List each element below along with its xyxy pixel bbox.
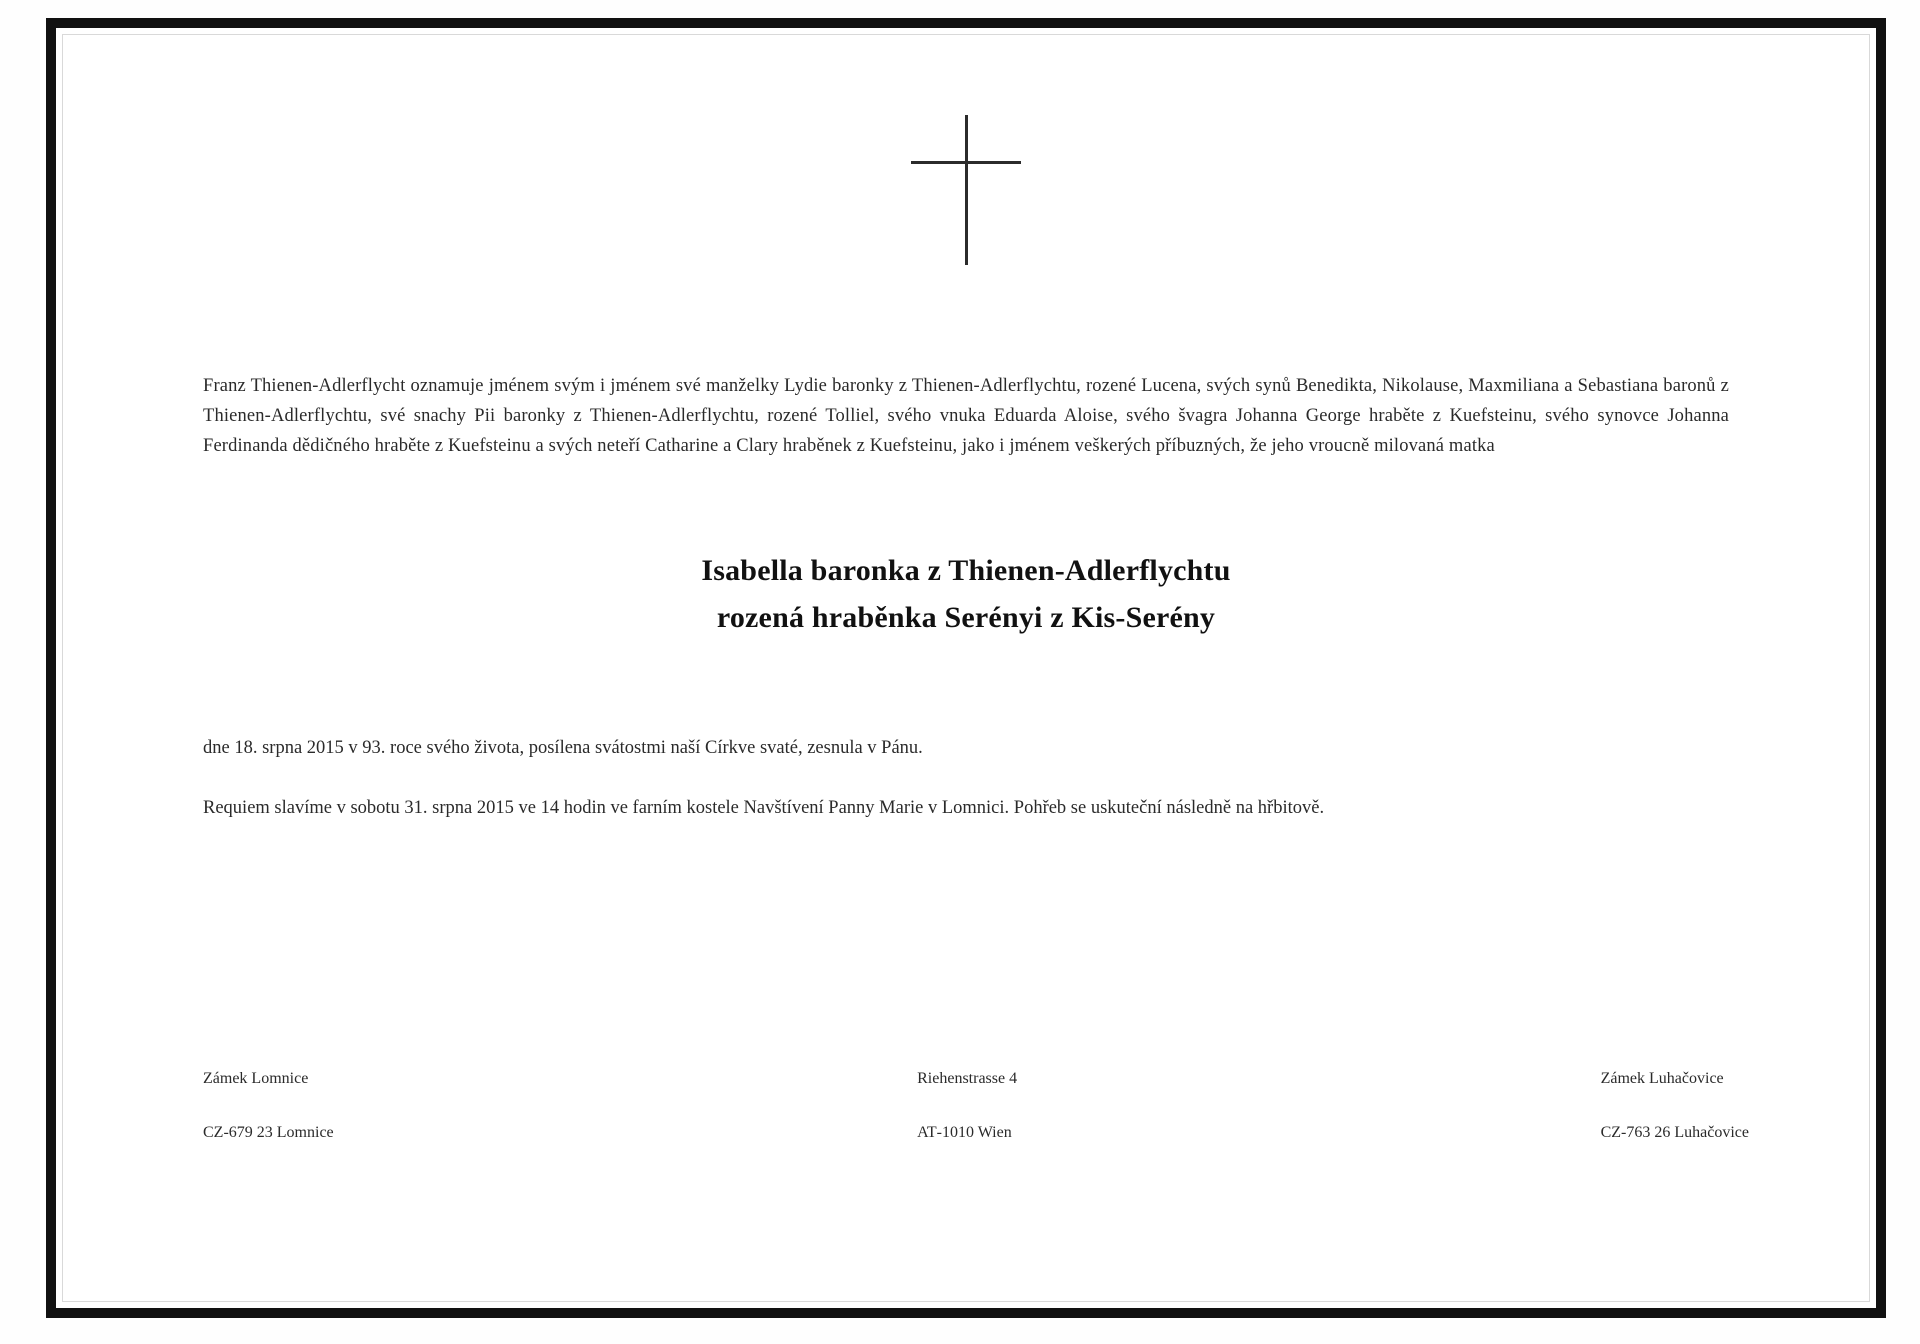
card-inner (62, 34, 1870, 1302)
mourning-card (46, 18, 1886, 1318)
deceased-name-line-1: Isabella baronka z Thienen‑Adlerflychtu (701, 554, 1231, 587)
address-center (917, 1038, 1017, 1173)
address-left-line-1: Zámek Lomnice (203, 1070, 309, 1087)
address-right-line-2: CZ‑763 26 Luhačovice (1600, 1124, 1749, 1141)
address-center-line-1: Riehenstrasse 4 (917, 1070, 1018, 1087)
cross-container (173, 35, 1759, 275)
announcement-paragraph: Franz Thienen‑Adlerflycht oznamuje jménem svým i jménem své manželky Lydie baronky z Thienen‑Adlerflychtu, rozené Lucena, svých synů Benedikta, Nikolause, Maxmiliana a Sebastiana baronů z Thienen‑Adlerflychtu, své snachy Pii baronky z Thienen‑Adlerflychtu, rozené Tolliel, svého vnuka Eduarda Aloise, svého švagra Johanna George hraběte z Kuefsteinu, svého synovce Johanna Ferdinanda dědičného hraběte z Kuefsteinu a svých neteří Catharine a Clary hraběnek z Kuefsteinu, jako i jménem veškerých příbuzných, že jeho vroucně milovaná matka (203, 376, 1729, 456)
deceased-name (173, 547, 1759, 641)
cross-vertical-bar (965, 115, 968, 265)
address-right-line-1: Zámek Luhačovice (1600, 1070, 1724, 1087)
funeral-details-paragraph: Requiem slavíme v sobotu 31. srpna 2015 ve 14 hodin ve farním kostele Navštívení Panny Marie v Lomnici. Pohřeb se uskuteční následně na hřbitově. (203, 798, 1325, 818)
address-right (1601, 1038, 1759, 1173)
deceased-name-line-2: rozená hraběnka Serényi z Kis‑Serény (716, 601, 1216, 634)
address-row (173, 1038, 1759, 1173)
latin-cross-icon (906, 115, 1026, 265)
address-left-line-2: CZ‑679 23 Lomnice (203, 1124, 334, 1141)
address-center-line-2: AT‑1010 Wien (917, 1124, 1012, 1141)
death-date-paragraph: dne 18. srpna 2015 v 93. roce svého života, posílena svátostmi naší Církve svaté, zesnula v Pánu. (203, 738, 923, 758)
address-left (173, 1038, 334, 1173)
cross-horizontal-bar (911, 161, 1021, 164)
